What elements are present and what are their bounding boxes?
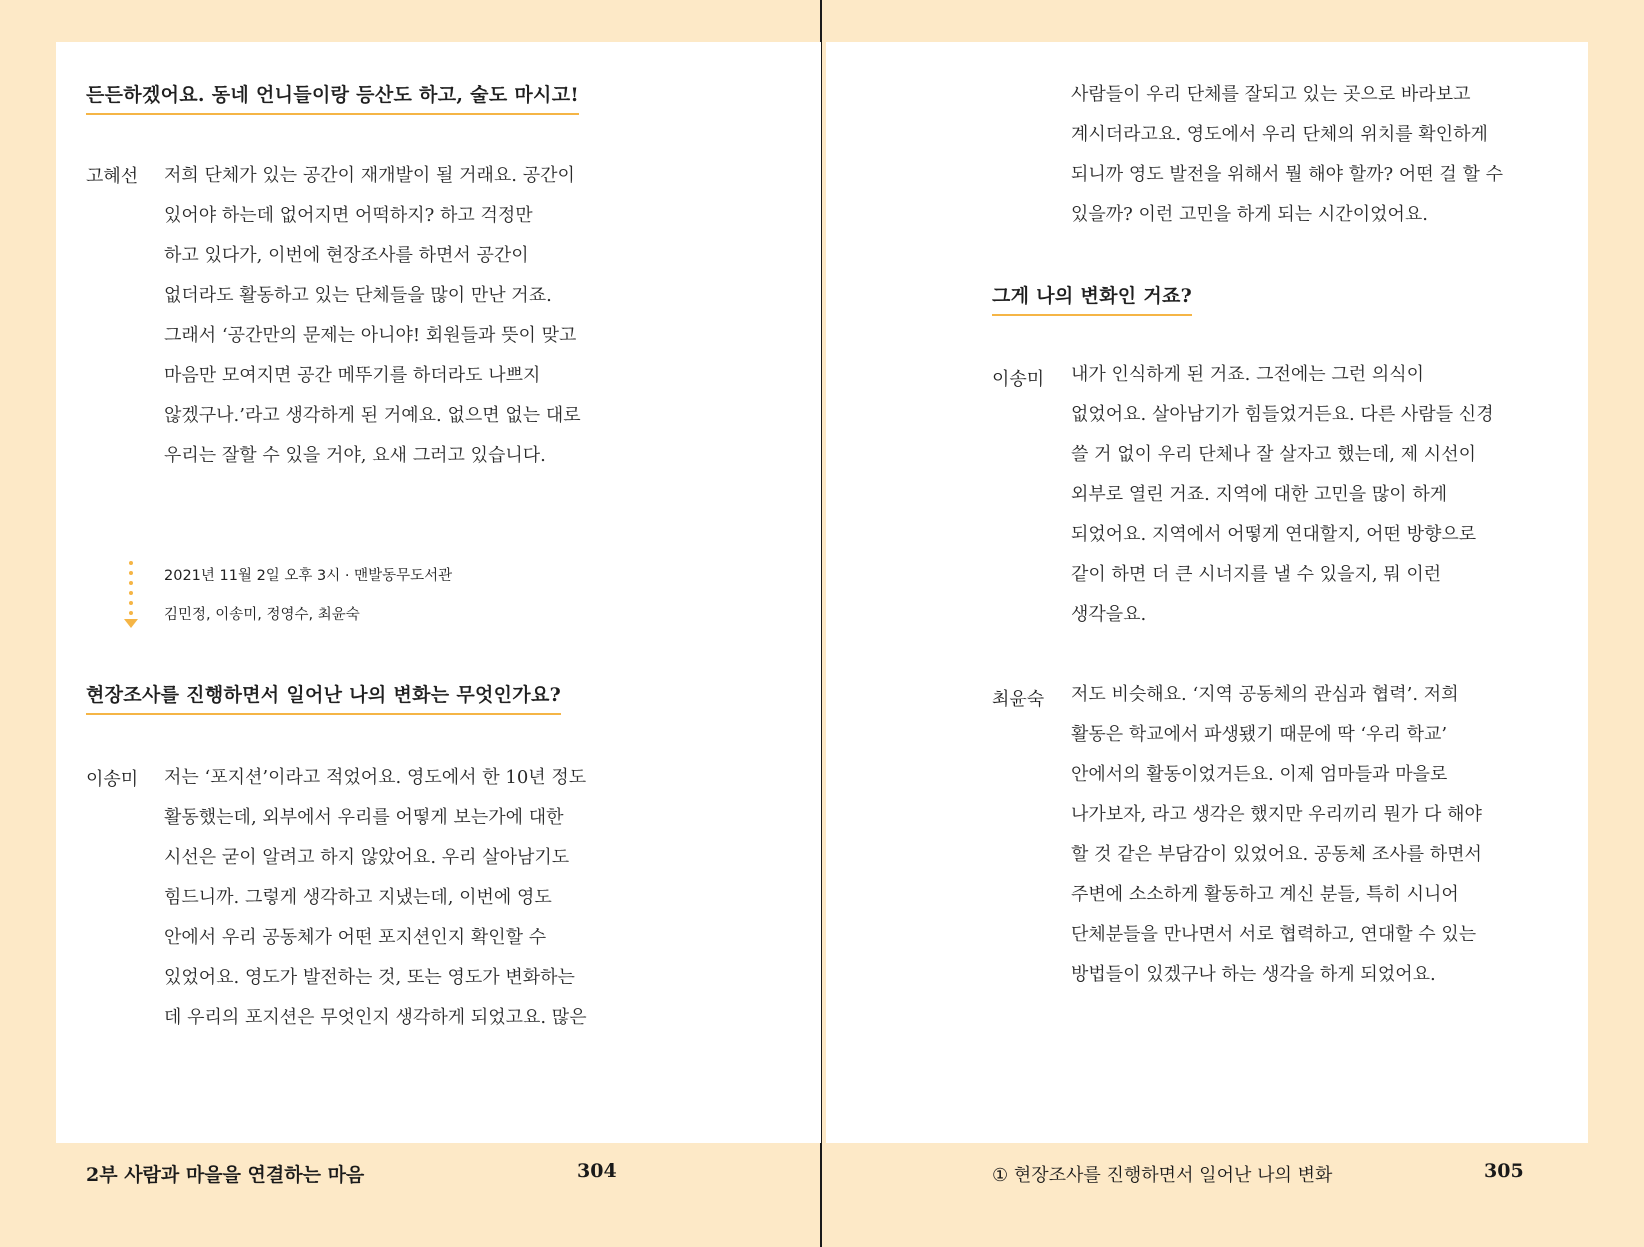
meeting-datetime: 2021년 11월 2일 오후 3시 · 맨발동무도서관 [164, 568, 453, 584]
text-line: 단체분들을 만나면서 서로 협력하고, 연대할 수 있는 [1071, 924, 1477, 945]
text-line: 되었어요. 지역에서 어떻게 연대할지, 어떤 방향으로 [1071, 524, 1477, 545]
answer-paragraph [164, 156, 581, 476]
running-footer-section: 2부 사람과 마을을 연결하는 마음 [86, 1164, 365, 1186]
meeting-participants: 김민정, 이송미, 정영수, 최윤숙 [164, 607, 360, 623]
text-line: 사람들이 우리 단체를 잘되고 있는 곳으로 바라보고 [1071, 84, 1471, 105]
dot-mark [129, 561, 133, 565]
text-line: 나가보자, 라고 생각은 했지만 우리끼리 뭔가 다 해야 [1071, 804, 1482, 825]
text-line: 시선은 굳이 알려고 하지 않았어요. 우리 살아남기도 [164, 847, 570, 868]
question-heading: 현장조사를 진행하면서 일어난 나의 변화는 무엇인가요? [86, 680, 561, 715]
speaker-name: 이송미 [992, 369, 1045, 390]
text-line: 할 것 같은 부담감이 있었어요. 공동체 조사를 하면서 [1071, 844, 1482, 865]
speaker-name: 고혜선 [86, 166, 139, 187]
speaker-name: 최윤숙 [992, 689, 1045, 710]
text-line: 힘드니까. 그렇게 생각하고 지냈는데, 이번에 영도 [164, 887, 552, 908]
speaker-name: 이송미 [86, 769, 139, 790]
text-line: 활동했는데, 외부에서 우리를 어떻게 보는가에 대한 [164, 807, 564, 828]
text-line: 않겠구나.’라고 생각하게 된 거예요. 없으면 없는 대로 [164, 405, 581, 426]
text-line: 주변에 소소하게 활동하고 계신 분들, 특히 시니어 [1071, 884, 1459, 905]
dot-mark [129, 611, 133, 615]
text-line: 안에서의 활동이었거든요. 이제 엄마들과 마을로 [1071, 764, 1448, 785]
text-line: 같이 하면 더 큰 시너지를 낼 수 있을지, 뭐 이런 [1071, 564, 1442, 585]
text-line: 되니까 영도 발전을 위해서 뭘 해야 할까? 어떤 걸 할 수 [1071, 164, 1504, 185]
text-line: 있을까? 이런 고민을 하게 되는 시간이었어요. [1071, 204, 1428, 225]
answer-paragraph [1071, 675, 1482, 995]
text-line: 하고 있다가, 이번에 현장조사를 하면서 공간이 [164, 245, 529, 266]
answer-paragraph [1071, 355, 1494, 635]
text-line: 외부로 열린 거죠. 지역에 대한 고민을 많이 하게 [1071, 484, 1448, 505]
text-line: 없었어요. 살아남기가 힘들었거든요. 다른 사람들 신경 [1071, 404, 1494, 425]
text-line: 쓸 거 없이 우리 단체나 잘 살자고 했는데, 제 시선이 [1071, 444, 1476, 465]
text-line: 데 우리의 포지션은 무엇인지 생각하게 되었고요. 많은 [164, 1007, 587, 1028]
dot-mark [129, 601, 133, 605]
page-number: 305 [1484, 1160, 1524, 1182]
text-line: 마음만 모여지면 공간 메뚜기를 하더라도 나쁘지 [164, 365, 541, 386]
answer-paragraph [164, 758, 587, 1038]
text-line: 방법들이 있겠구나 하는 생각을 하게 되었어요. [1071, 964, 1436, 985]
text-line: 그래서 ‘공간만의 문제는 아니야! 회원들과 뜻이 맞고 [164, 325, 577, 346]
text-line: 계시더라고요. 영도에서 우리 단체의 위치를 확인하게 [1071, 124, 1488, 145]
continued-paragraph [1071, 75, 1503, 235]
text-line: 있어야 하는데 없어지면 어떡하지? 하고 걱정만 [164, 205, 533, 226]
question-heading: 그게 나의 변화인 거죠? [992, 281, 1192, 316]
text-line: 생각을요. [1071, 604, 1147, 625]
dotted-arrow-icon [124, 561, 138, 627]
text-line: 있었어요. 영도가 발전하는 것, 또는 영도가 변화하는 [164, 967, 575, 988]
text-line: 우리는 잘할 수 있을 거야, 요새 그러고 있습니다. [164, 445, 546, 466]
running-footer-section: ① 현장조사를 진행하면서 일어난 나의 변화 [992, 1165, 1333, 1186]
text-line: 저는 ‘포지션’이라고 적었어요. 영도에서 한 10년 정도 [164, 767, 587, 788]
dot-mark [129, 581, 133, 585]
text-line: 활동은 학교에서 파생됐기 때문에 딱 ‘우리 학교’ [1071, 724, 1448, 745]
page-number: 304 [577, 1160, 617, 1182]
text-line: 저희 단체가 있는 공간이 재개발이 될 거래요. 공간이 [164, 165, 575, 186]
text-line: 저도 비슷해요. ‘지역 공동체의 관심과 협력’. 저희 [1071, 684, 1459, 705]
question-heading: 든든하겠어요. 동네 언니들이랑 등산도 하고, 술도 마시고! [86, 80, 579, 115]
dot-mark [129, 571, 133, 575]
text-line: 내가 인식하게 된 거죠. 그전에는 그런 의식이 [1071, 364, 1425, 385]
dot-mark [129, 591, 133, 595]
text-line: 없더라도 활동하고 있는 단체들을 많이 만난 거죠. [164, 285, 552, 306]
arrow-down-icon [124, 619, 138, 628]
text-line: 안에서 우리 공동체가 어떤 포지션인지 확인할 수 [164, 927, 547, 948]
